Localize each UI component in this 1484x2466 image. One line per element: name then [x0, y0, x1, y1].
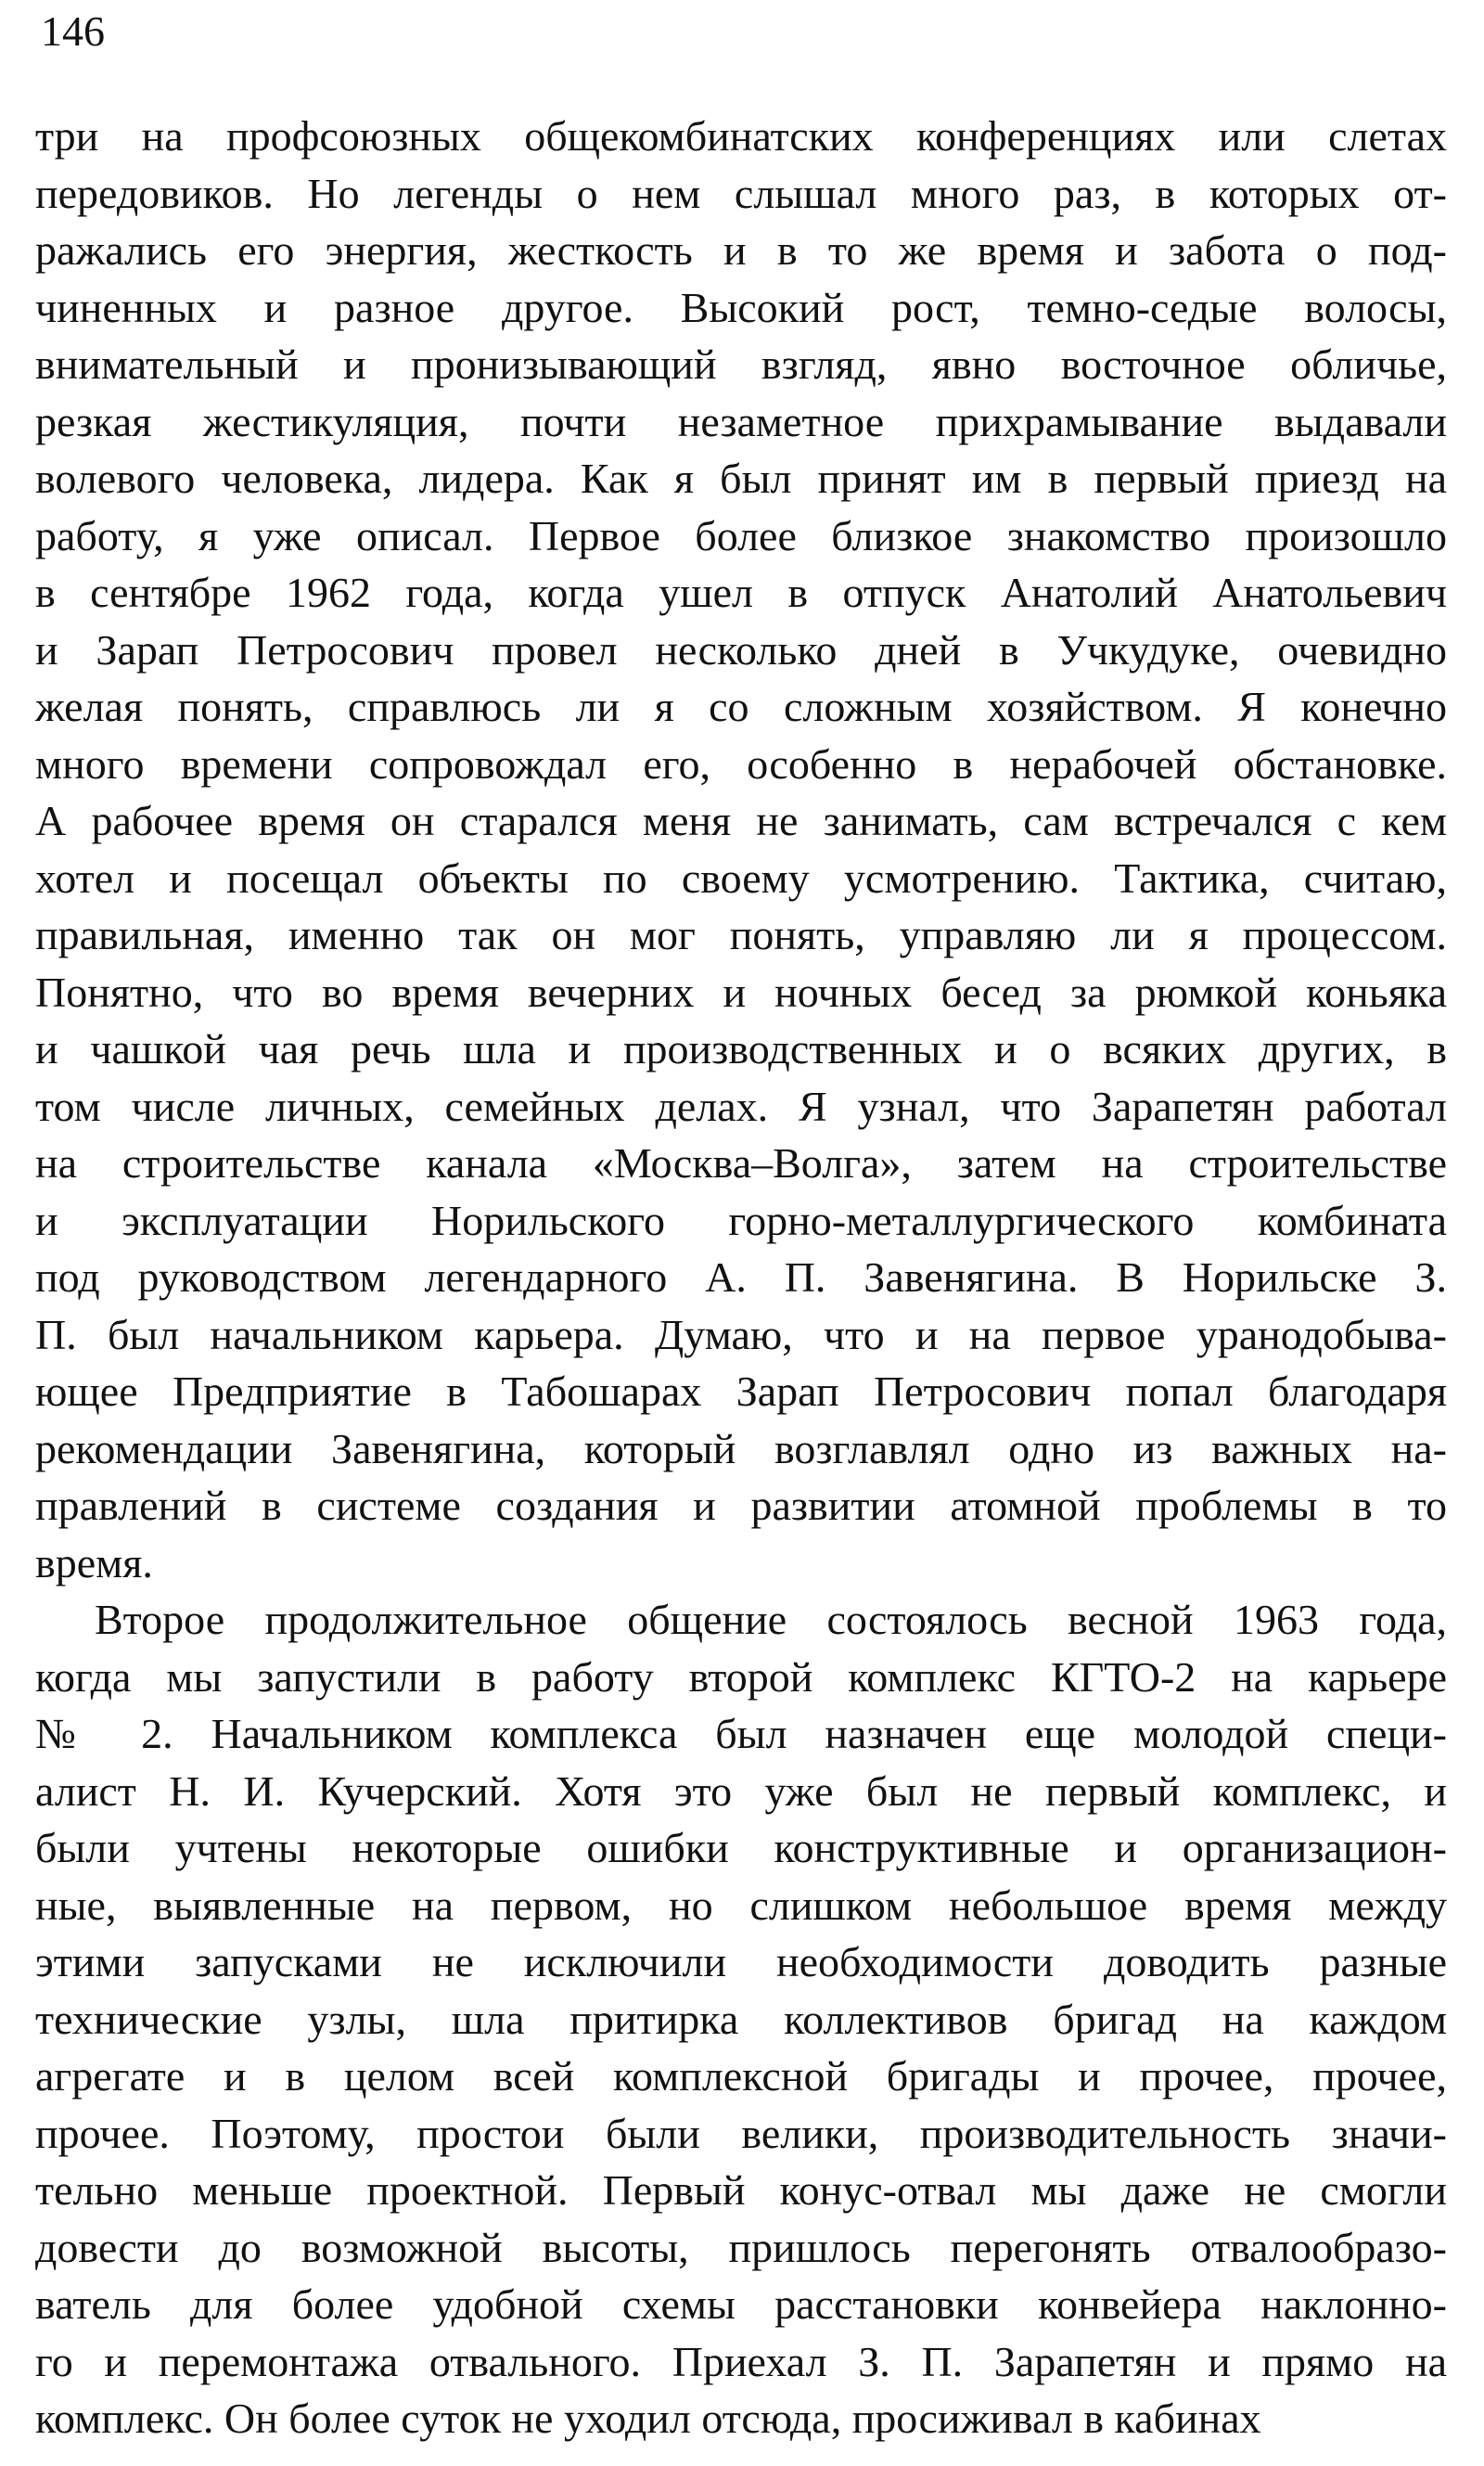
text-line: когда мы запустили в работу второй комплекс КГТО-2 на карьере	[35, 1652, 1447, 1701]
text-line: агрегате и в целом всей комплексной бригады и прочее, прочее,	[35, 2052, 1447, 2100]
text-line: правильная, именно так он мог понять, управляю ли я процессом.	[35, 911, 1447, 958]
text-line: прочее. Поэтому, простои были велики, производительность значи-	[35, 2109, 1447, 2157]
text-line: том числе личных, семейных делах. Я узнал, что Зарапетян работал	[35, 1082, 1447, 1130]
text-line: ные, выявленные на первом, но слишком небольшое время между	[35, 1881, 1447, 1929]
text-line: чиненных и разное другое. Высокий рост, темно-седые волосы,	[35, 283, 1447, 331]
text-line: волевого человека, лидера. Как я был принят им в первый приезд на	[35, 455, 1447, 502]
text-line: хотел и посещал объекты по своему усмотрению. Тактика, считаю,	[35, 854, 1447, 902]
text-line: резкая жестикуляция, почти незаметное прихрамывание выдавали	[35, 397, 1447, 445]
text-line: № 2. Начальником комплекса был назначен еще молодой специ-	[35, 1710, 1447, 1757]
text-line: и Зарап Петросович провел несколько дней в Учкудуке, очевидно	[35, 625, 1447, 674]
text-line: комплекс. Он более суток не уходил отсюда, просиживал в кабинах	[35, 2395, 1261, 2442]
text-line: передовиков. Но легенды о нем слышал много раз, в которых от-	[35, 169, 1447, 217]
text-line: этими запусками не исключили необходимости доводить разные	[35, 1938, 1447, 1985]
text-line: тельно меньше проектной. Первый конус-отвал мы даже не смогли	[35, 2166, 1447, 2214]
text-line: П. был начальником карьера. Думаю, что и на первое уранодобыва-	[35, 1310, 1447, 1358]
text-line: алист Н. И. Кучерский. Хотя это уже был не первый комплекс, и	[35, 1766, 1447, 1815]
text-line: ватель для более удобной схемы расстановки конвейера наклонно-	[35, 2280, 1447, 2328]
text-line: правлений в системе создания и развитии атомной проблемы в то	[35, 1482, 1447, 1529]
text-line: внимательный и пронизывающий взгляд, явно восточное обличье,	[35, 340, 1447, 388]
text-line: время.	[35, 1538, 153, 1586]
text-line: желая понять, справлюсь ли я со сложным хозяйством. Я конечно	[35, 683, 1447, 730]
text-line: технические узлы, шла притирка коллективов бригад на каждом	[35, 1995, 1447, 2043]
text-line: и эксплуатации Норильского горно-металлургического комбината	[35, 1196, 1447, 1244]
text-line: рекомендации Завенягина, который возглавлял одно из важных на-	[35, 1424, 1447, 1472]
text-line: и чашкой чая речь шла и производственных и о всяких других, в	[35, 1025, 1447, 1072]
text-line: три на профсоюзных общекомбинатских конференциях или слетах	[35, 112, 1447, 160]
text-line: под руководством легендарного А. П. Завенягина. В Норильске З.	[35, 1253, 1447, 1301]
text-line: А рабочее время он старался меня не занимать, сам встречался с кем	[35, 797, 1447, 844]
text-line: ющее Предприятие в Табошарах Зарап Петросович попал благодаря	[35, 1368, 1447, 1415]
page-number: 146	[41, 7, 105, 55]
text-line: довести до возможной высоты, пришлось перегонять отвалообразо-	[35, 2223, 1447, 2271]
text-line: ражались его энергия, жесткость и в то же время и забота о под-	[35, 226, 1447, 274]
text-line: Понятно, что во время вечерних и ночных бесед за рюмкой коньяка	[35, 968, 1447, 1016]
text-line: Второе продолжительное общение состоялось весной 1963 года,	[95, 1596, 1447, 1643]
text-line: много времени сопровождал его, особенно в нерабочей обстановке.	[35, 739, 1447, 788]
body-text	[35, 108, 1447, 2447]
text-line: в сентябре 1962 года, когда ушел в отпуск Анатолий Анатольевич	[35, 569, 1447, 616]
text-line: на строительстве канала «Москва–Волга», затем на строительстве	[35, 1139, 1447, 1187]
text-line: были учтены некоторые ошибки конструктивные и организацион-	[35, 1824, 1447, 1871]
text-line: го и перемонтажа отвального. Приехал З. П. Зарапетян и прямо на	[35, 2337, 1447, 2385]
text-line: работу, я уже описал. Первое более близкое знакомство произошло	[35, 511, 1447, 559]
